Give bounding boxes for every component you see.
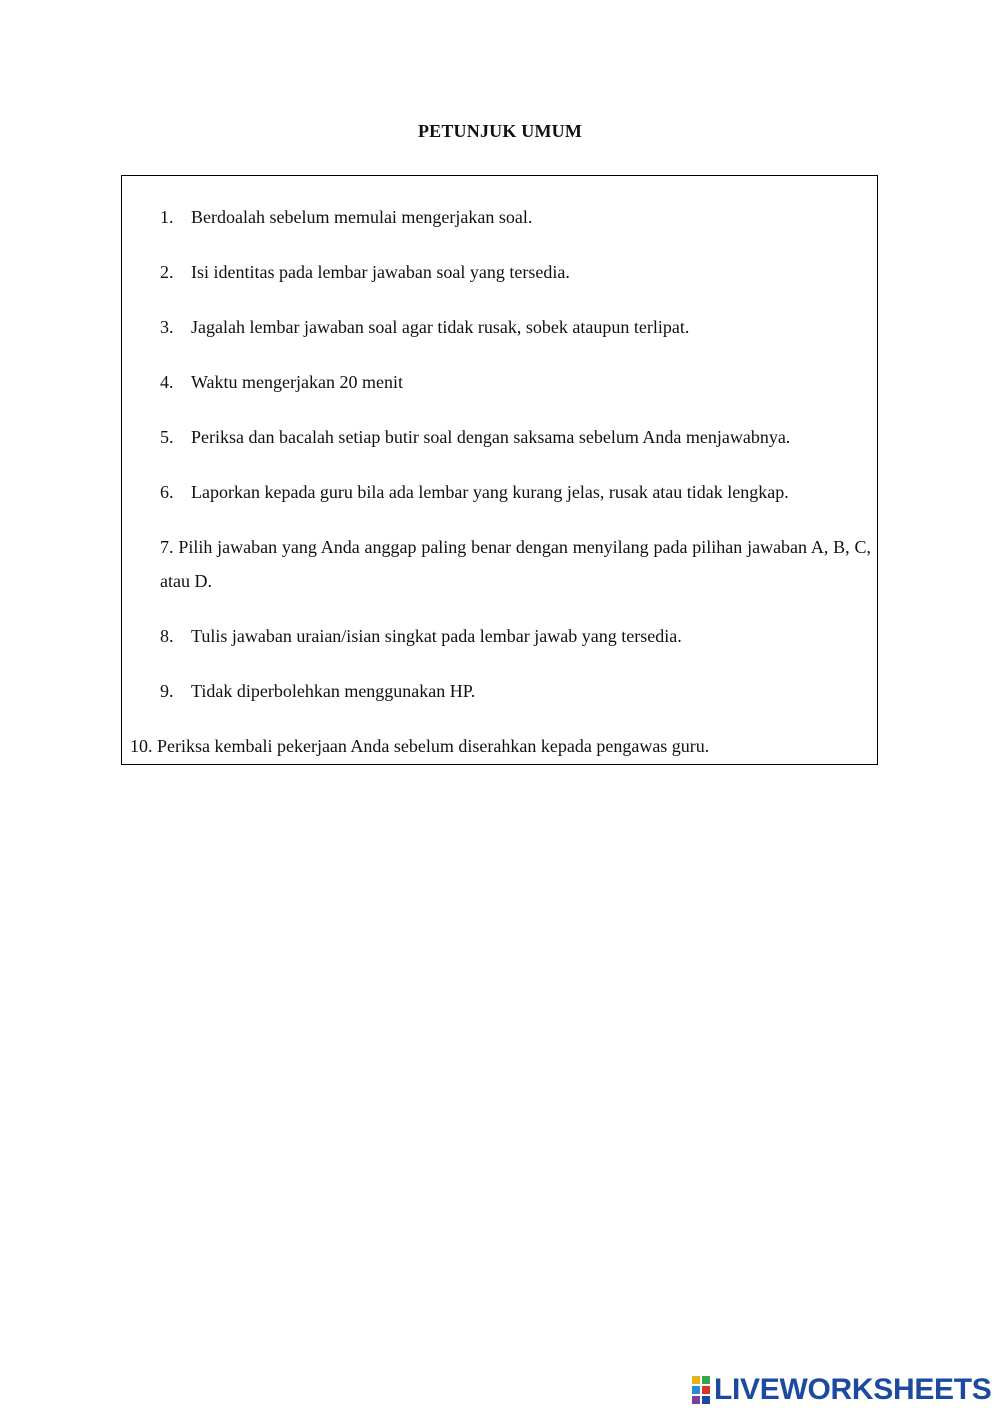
item-number: 4. [160, 372, 174, 392]
item-text: Isi identitas pada lembar jawaban soal yang tersedia. [191, 262, 570, 282]
logo-blocks-icon [692, 1376, 710, 1404]
list-item [160, 482, 789, 502]
item-number: 5. [160, 427, 174, 447]
list-item [160, 681, 475, 701]
list-item [160, 530, 871, 598]
list-item [130, 736, 709, 756]
item-text: Pilih jawaban yang Anda anggap paling benar dengan menyilang pada pilihan jawaban A, B, C, atau D. [160, 537, 871, 591]
item-number: 10. [130, 736, 153, 756]
item-text: Berdoalah sebelum memulai mengerjakan soal. [191, 207, 533, 227]
list-item [160, 427, 790, 447]
item-text: Periksa kembali pekerjaan Anda sebelum diserahkan kepada pengawas guru. [157, 736, 710, 756]
list-item [160, 626, 682, 646]
item-number: 1. [160, 207, 174, 227]
instructions-box [121, 175, 878, 765]
list-item [160, 372, 403, 392]
item-text: Tidak diperbolehkan menggunakan HP. [191, 681, 476, 701]
list-item [160, 207, 532, 227]
item-text: Periksa dan bacalah setiap butir soal dengan saksama sebelum Anda menjawabnya. [191, 427, 791, 447]
item-number: 3. [160, 317, 174, 337]
liveworksheets-logo [692, 1373, 992, 1407]
item-text: Laporkan kepada guru bila ada lembar yang kurang jelas, rusak atau tidak lengkap. [191, 482, 789, 502]
item-text: Tulis jawaban uraian/isian singkat pada lembar jawab yang tersedia. [191, 626, 682, 646]
item-text: Jagalah lembar jawaban soal agar tidak rusak, sobek ataupun terlipat. [191, 317, 690, 337]
logo-text: LIVEWORKSHEETS [714, 1373, 992, 1406]
item-number: 6. [160, 482, 174, 502]
list-item [160, 317, 689, 337]
item-number: 9. [160, 681, 174, 701]
item-number: 7. [160, 537, 174, 557]
list-item [160, 262, 570, 282]
page-title: PETUNJUK UMUM [417, 121, 583, 141]
item-text: Waktu mengerjakan 20 menit [191, 372, 403, 392]
item-number: 8. [160, 626, 174, 646]
item-number: 2. [160, 262, 174, 282]
